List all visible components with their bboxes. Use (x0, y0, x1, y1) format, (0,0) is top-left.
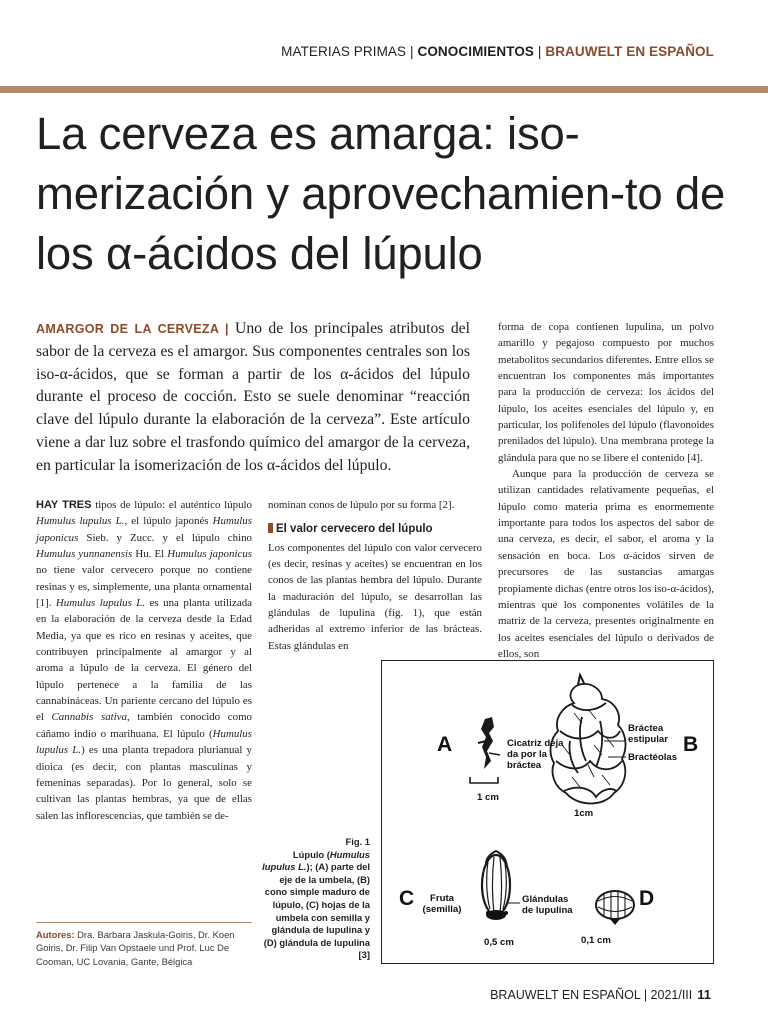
label-bract-stipular: Bráctea estipular (628, 723, 668, 745)
lupulin-gland-drawing (596, 891, 634, 925)
article-title: La cerveza es amarga: iso-merización y aprovechamien-to de los α-ácidos del lúpulo (36, 108, 726, 279)
paragraph: Los componentes del lúpulo con valor cervecero (es decir, resinas y aceites) se encuentran en los conos de las plantas hembra del lúpulo. Durante la maduración del lúpulo, se desarrollan las glándulas de lupulina (fig. 1), que están adheridas al extremo inferior de las brácteas. Estas glándulas en (268, 541, 482, 652)
text-run: ) es una planta trepadora plurianual y dioica (es decir, con plantas masculinas y femeninas separadas). Por lo general, solo se cultivan las plantas hembras, ya que de ellas salen las inflorescencias, que también se de- (36, 744, 252, 822)
authors-note (36, 928, 252, 968)
page-number: 11 (697, 987, 711, 1002)
figure-caption (262, 836, 370, 962)
authors-label: Autores: (36, 929, 75, 940)
paragraph: Aunque para la producción de cerveza se utilizan cantidades relativamente pequeñas, el lúpulo como materia prima es enormemente importante para todos los aspectos del sabor de una cerveza, es decir, el sabor, el aroma y la sensación en boca. Los α-ácidos sirven de precursores de las sustancias amargas propiamente dichas (entre otros los iso-α-ácidos), mientras que los componentes volátiles de la matriz de la cerveza, presentes originalmente en los aceites esenciales del lúpulo o derivados de ellos, son (498, 468, 714, 660)
paragraph (36, 497, 252, 824)
hop-drawing (382, 661, 713, 963)
scale-bar (470, 777, 498, 783)
scale-label-b: 1cm (574, 808, 594, 819)
paragraph-lead-word: HAY TRES (36, 499, 92, 511)
figure-letter-c: C (399, 887, 415, 910)
text-run: es una planta utilizada en la elaboración de la cerveza desde la Edad Media, ya que es rico en resinas y aceites, que contribuyen principalmente al amargor y al aroma a lúpulo de la cerveza. El género del lúpulo pertenece a la familia de las cannabináceas. Un pariente cercano del lúpulo es el (36, 597, 252, 724)
species-name: Humulus lupulus L. (36, 515, 125, 528)
body-column-2 (268, 497, 482, 654)
body-column-1 (36, 497, 252, 824)
label-bracteolas: Bractéolas (628, 752, 678, 763)
subhead-marker (268, 523, 273, 533)
body-column-3 (498, 319, 714, 662)
subhead-text: El valor cervecero del lúpulo (276, 523, 433, 536)
text-run: , el lúpulo japonés (124, 515, 213, 528)
figure-letter-a: A (437, 733, 453, 756)
species-name: Humulus lupulus L. (262, 848, 370, 873)
paragraph: forma de copa contienen lupulina, un polvo amarillo y pegajoso compuesto por muchos metabolitos secundarios diferentes. Entre ellos se encuentran los componentes más importantes para la producción de cerveza: los ácidos del lúpulo, los aceites esenciales del lúpulo y, en particular, los polifenoles del lúpulo (flavonoides prenilados del lúpulo). Una membrana protege la glándula para que no se libere el contenido [4]. (498, 321, 714, 464)
caption-text: Lúpulo ( (292, 848, 330, 860)
caption-text: ); (A) parte del eje de la umbela, (B) cono simple maduro de lúpulo, (C) hojas de la umbela con semilla y glándula de lupulina y (D) glándula de lupulina [3] (263, 861, 370, 961)
text-run: , también conocido como cáñamo indio o marihuana. El lúpulo ( (36, 711, 252, 740)
text-run: no tiene valor cervecero porque no contiene resinas y es, simplemente, una planta ornamental [1]. (36, 564, 252, 610)
header-magazine: BRAUWELT EN ESPAÑOL (545, 44, 714, 59)
figure-letter-b: B (683, 733, 699, 756)
lead-paragraph (36, 318, 470, 478)
label-lupulin-glands: Glándulas de lupulina (522, 894, 573, 916)
text-run: tipos de lúpulo: el auténtico lúpulo (91, 499, 252, 511)
hop-axis-drawing (481, 717, 494, 769)
authors-rule (36, 922, 252, 923)
header-category: CONOCIMIENTOS (417, 44, 535, 59)
header-separator: | (406, 44, 418, 59)
text-run: Sieb. y Zucc. y el lúpulo chino (78, 531, 252, 544)
section-subhead (268, 521, 482, 537)
footer-text: BRAUWELT EN ESPAÑOL | 2021/III (490, 988, 693, 1002)
scale-label-a: 1 cm (477, 792, 499, 803)
seed-drawing (482, 851, 510, 920)
paragraph: nominan conos de lúpulo por su forma [2]. (268, 499, 455, 511)
header-section: MATERIAS PRIMAS (281, 44, 407, 59)
header-rule (0, 86, 768, 93)
label-fruit: Fruta (semilla) (422, 893, 462, 915)
figure-number: Fig. 1 (345, 836, 370, 847)
figure-hop-illustration (381, 660, 714, 964)
lead-text: Uno de los principales atributos del sabor de la cerveza es el amargor. Sus componentes centrales son los iso-α-ácidos, que se forman a partir de los α-ácidos del lúpulo durante el proceso de cocción. Esto se suele denominar “reacción clave del lúpulo durante la elaboración de la cerveza”. Este artículo viene a dar luz sobre el trasfondo químico del amargor de la cerveza, en particular la isomerización de los α-ácidos del lúpulo. (36, 320, 470, 474)
species-name: Cannabis sativa (51, 711, 128, 724)
figure-letter-d: D (639, 887, 655, 910)
scale-label-d: 0,1 cm (581, 935, 611, 946)
species-name: Humulus yunnanensis (36, 548, 133, 561)
header-separator: | (534, 44, 546, 59)
species-name: Humulus japonicus (167, 548, 252, 561)
species-name: Humulus lupulus L. (36, 727, 252, 757)
lead-kicker: AMARGOR DE LA CERVEZA | (36, 322, 235, 336)
species-name: Humulus lupulus L. (55, 597, 146, 610)
scale-label-c: 0,5 cm (484, 937, 514, 948)
running-header (281, 44, 714, 59)
label-scar: Cicatriz deja da por la bráctea (507, 738, 564, 771)
page-footer (490, 987, 711, 1002)
text-run: Hu. El (132, 548, 168, 561)
authors-text: Dra. Barbara Jaskula-Goiris, Dr. Koen Goiris, Dr. Filip Van Opstaele und Prof. Luc De Cooman, UC Lovania, Gante, Bélgica (36, 929, 235, 967)
species-name: Humulus japonicus (36, 515, 252, 544)
